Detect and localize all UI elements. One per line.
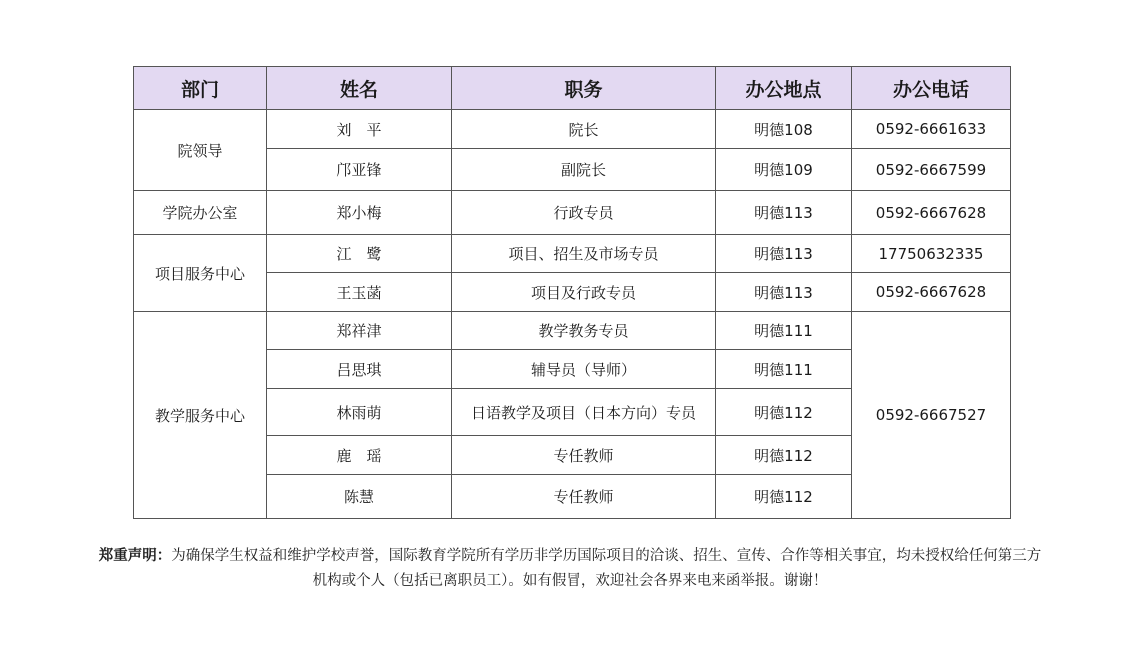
title-cell: 辅导员（导师）	[452, 350, 716, 389]
table-row	[134, 235, 1011, 273]
location-cell: 明德112	[716, 389, 852, 436]
title-cell: 专任教师	[452, 475, 716, 519]
header-location: 办公地点	[716, 67, 852, 110]
phone-cell: 0592-6667628	[852, 191, 1011, 235]
location-cell: 明德112	[716, 475, 852, 519]
title-cell: 项目、招生及市场专员	[452, 235, 716, 273]
name-cell: 鹿 瑶	[267, 436, 452, 475]
phone-cell: 0592-6661633	[852, 110, 1011, 149]
name-cell: 江 鹭	[267, 235, 452, 273]
header-phone: 办公电话	[852, 67, 1011, 110]
name-cell: 邝亚锋	[267, 149, 452, 191]
location-cell: 明德111	[716, 350, 852, 389]
title-cell: 教学教务专员	[452, 312, 716, 350]
name-cell: 陈慧	[267, 475, 452, 519]
title-cell: 专任教师	[452, 436, 716, 475]
contact-table	[133, 66, 1011, 519]
phone-cell: 17750632335	[852, 235, 1011, 273]
location-cell: 明德113	[716, 191, 852, 235]
header-row	[134, 67, 1011, 110]
name-cell: 郑小梅	[267, 191, 452, 235]
location-cell: 明德108	[716, 110, 852, 149]
notice-text: 为确保学生权益和维护学校声誉，国际教育学院所有学历非学历国际项目的洽谈、招生、宣传、合作等相关事宜，均未授权给任何第三方机构或个人（包括已离职员工）。如有假冒，欢迎社会各界来电来函举报。谢谢！	[171, 548, 1042, 589]
phone-cell: 0592-6667599	[852, 149, 1011, 191]
header-department: 部门	[134, 67, 267, 110]
title-cell: 日语教学及项目（日本方向）专员	[452, 389, 716, 436]
department-cell: 项目服务中心	[134, 235, 267, 312]
location-cell: 明德113	[716, 273, 852, 312]
title-cell: 行政专员	[452, 191, 716, 235]
table-row	[134, 110, 1011, 149]
location-cell: 明德112	[716, 436, 852, 475]
name-cell: 郑祥津	[267, 312, 452, 350]
name-cell: 林雨萌	[267, 389, 452, 436]
department-cell: 学院办公室	[134, 191, 267, 235]
phone-cell: 0592-6667628	[852, 273, 1011, 312]
location-cell: 明德111	[716, 312, 852, 350]
title-cell: 项目及行政专员	[452, 273, 716, 312]
location-cell: 明德113	[716, 235, 852, 273]
name-cell: 王玉菡	[267, 273, 452, 312]
notice-label: 郑重声明：	[98, 547, 172, 564]
table-row	[134, 312, 1011, 350]
header-title: 职务	[452, 67, 716, 110]
name-cell: 吕思琪	[267, 350, 452, 389]
location-cell: 明德109	[716, 149, 852, 191]
title-cell: 副院长	[452, 149, 716, 191]
header-name: 姓名	[267, 67, 452, 110]
disclaimer-notice	[95, 543, 1045, 594]
department-cell: 教学服务中心	[134, 312, 267, 519]
table-row	[134, 191, 1011, 235]
department-cell: 院领导	[134, 110, 267, 191]
name-cell: 刘 平	[267, 110, 452, 149]
title-cell: 院长	[452, 110, 716, 149]
phone-cell: 0592-6667527	[852, 312, 1011, 519]
